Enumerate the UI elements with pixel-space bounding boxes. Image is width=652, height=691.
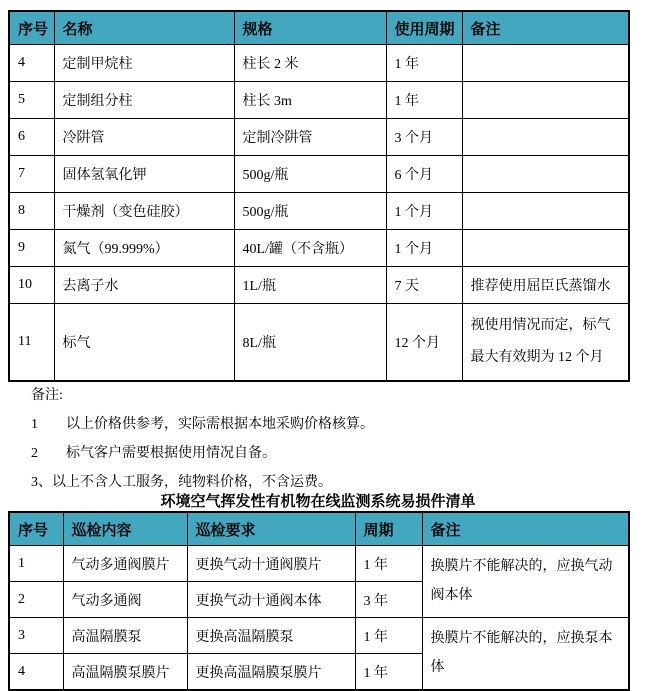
note-text: 标气客户需要根据使用情况自备。	[66, 446, 276, 461]
cell-cycle: 6 个月	[386, 156, 462, 193]
cell-cycle: 12 个月	[386, 304, 462, 382]
table-row	[9, 267, 629, 304]
cell-serial: 6	[9, 119, 54, 156]
note-line	[31, 446, 652, 461]
cell-spec: 500g/瓶	[234, 193, 386, 230]
cell-name: 标气	[54, 304, 234, 382]
cell-merged-note: 换膜片不能解决的，应换泵本体	[422, 618, 629, 691]
cell-cycle: 3 年	[355, 582, 422, 618]
cell-serial: 11	[9, 304, 54, 382]
wearing-parts-table	[8, 511, 630, 691]
cell-spec: 500g/瓶	[234, 156, 386, 193]
cell-name: 固体氢氧化钾	[54, 156, 234, 193]
consumables-table	[8, 10, 630, 382]
cell-cycle: 1 年	[386, 45, 462, 82]
consumables-header-row	[9, 11, 629, 45]
cell-name: 定制组分柱	[54, 82, 234, 119]
cell-name: 定制甲烷柱	[54, 45, 234, 82]
wearing-parts-header-row	[9, 512, 629, 546]
notes-section	[31, 388, 652, 490]
cell-note	[462, 193, 629, 230]
cell-serial: 10	[9, 267, 54, 304]
cell-spec: 40L/罐（不含瓶）	[234, 230, 386, 267]
header-serial: 序号	[9, 512, 63, 546]
cell-note	[462, 230, 629, 267]
cell-spec: 定制冷阱管	[234, 119, 386, 156]
cell-cycle: 1 个月	[386, 230, 462, 267]
cell-requirement: 更换高温隔膜泵	[187, 618, 355, 654]
header-cycle: 周期	[355, 512, 422, 546]
cell-requirement: 更换气动十通阀本体	[187, 582, 355, 618]
cell-serial: 5	[9, 82, 54, 119]
cell-note	[462, 119, 629, 156]
header-content: 巡检内容	[63, 512, 187, 546]
note-line	[31, 417, 652, 432]
cell-serial: 9	[9, 230, 54, 267]
cell-merged-note: 换膜片不能解决的，应换气动阀本体	[422, 546, 629, 618]
cell-requirement: 更换高温隔膜泵膜片	[187, 654, 355, 691]
cell-serial: 7	[9, 156, 54, 193]
cell-content: 气动多通阀	[63, 582, 187, 618]
cell-serial: 8	[9, 193, 54, 230]
table-row	[9, 618, 629, 654]
cell-spec: 柱长 3m	[234, 82, 386, 119]
cell-cycle: 1 年	[355, 618, 422, 654]
cell-serial: 4	[9, 654, 63, 691]
table-row	[9, 45, 629, 82]
cell-content: 高温隔膜泵	[63, 618, 187, 654]
table-row	[9, 230, 629, 267]
header-serial: 序号	[9, 11, 54, 45]
cell-cycle: 1 年	[355, 546, 422, 582]
table-row	[9, 82, 629, 119]
cell-cycle: 1 年	[386, 82, 462, 119]
cell-cycle: 7 天	[386, 267, 462, 304]
table-row	[9, 193, 629, 230]
cell-name: 冷阱管	[54, 119, 234, 156]
cell-serial: 3	[9, 618, 63, 654]
cell-spec: 8L/瓶	[234, 304, 386, 382]
header-note: 备注	[422, 512, 629, 546]
cell-name: 干燥剂（变色硅胶）	[54, 193, 234, 230]
notes-label: 备注:	[31, 388, 63, 403]
cell-spec: 1L/瓶	[234, 267, 386, 304]
table-row	[9, 304, 629, 382]
cell-note: 视使用情况而定，标气最大有效期为 12 个月	[462, 304, 629, 382]
cell-cycle: 1 年	[355, 654, 422, 691]
table-row	[9, 156, 629, 193]
note-text: 以上价格供参考，实际需根据本地采购价格核算。	[66, 417, 374, 432]
cell-name: 去离子水	[54, 267, 234, 304]
cell-requirement: 更换气动十通阀膜片	[187, 546, 355, 582]
wearing-parts-table-title: 环境空气挥发性有机物在线监测系统易损件清单	[160, 493, 476, 510]
header-cycle: 使用周期	[386, 11, 462, 45]
cell-note: 推荐使用屈臣氏蒸馏水	[462, 267, 629, 304]
cell-serial: 1	[9, 546, 63, 582]
cell-note	[462, 156, 629, 193]
cell-serial: 4	[9, 45, 54, 82]
note-number: 1	[31, 417, 38, 432]
note-text: 3、以上不含人工服务，纯物料价格，不含运费。	[31, 475, 332, 490]
table-row	[9, 546, 629, 582]
cell-cycle: 1 个月	[386, 193, 462, 230]
note-line	[31, 475, 652, 490]
table-row	[9, 119, 629, 156]
cell-cycle: 3 个月	[386, 119, 462, 156]
cell-note	[462, 82, 629, 119]
header-requirement: 巡检要求	[187, 512, 355, 546]
cell-content: 气动多通阀膜片	[63, 546, 187, 582]
cell-spec: 柱长 2 米	[234, 45, 386, 82]
cell-content: 高温隔膜泵膜片	[63, 654, 187, 691]
note-number: 2	[31, 446, 38, 461]
cell-note	[462, 45, 629, 82]
header-note: 备注	[462, 11, 629, 45]
cell-name: 氮气（99.999%）	[54, 230, 234, 267]
header-name: 名称	[54, 11, 234, 45]
cell-serial: 2	[9, 582, 63, 618]
header-spec: 规格	[234, 11, 386, 45]
